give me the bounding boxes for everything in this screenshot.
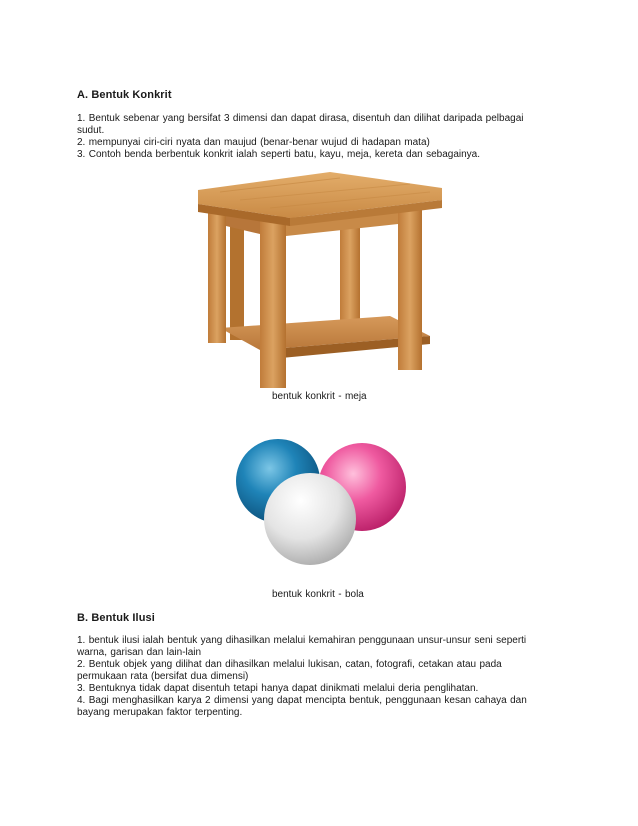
section-a-item: 2. mempunyai ciri-ciri nyata dan maujud (benar-benar wujud di hadapan mata)	[77, 137, 430, 148]
section-a-item: 1. Bentuk sebenar yang bersifat 3 dimensi dan dapat dirasa, disentuh dan dilihat daripada pelbagai sudut.	[77, 113, 524, 136]
section-b-item: 3. Bentuknya tidak dapat disentuh tetapi hanya dapat dinikmati melalui deria penglihatan.	[77, 683, 479, 694]
wooden-table-image	[190, 168, 448, 390]
section-b-item: 2. Bentuk objek yang dilihat dan dihasilkan melalui lukisan, catan, fotografi, cetakan atau pada permukaan rata (bersifat dua dimensi)	[77, 659, 502, 682]
table-caption: bentuk konkrit - meja	[272, 391, 367, 402]
section-a-heading: A. Bentuk Konkrit	[77, 89, 172, 101]
section-b-item: 4. Bagi menghasilkan karya 2 dimensi yang dapat mencipta bentuk, penggunaan kesan cahaya dan bayang merupakan faktor terpenting.	[77, 695, 527, 718]
section-a-list	[77, 113, 547, 161]
exercise-balls-image	[230, 435, 410, 565]
section-b-list	[77, 635, 551, 719]
balls-caption: bentuk konkrit - bola	[272, 589, 364, 600]
section-a-item: 3. Contoh benda berbentuk konkrit ialah seperti batu, kayu, meja, kereta dan sebagainya.	[77, 149, 481, 160]
section-b-heading: B. Bentuk Ilusi	[77, 612, 155, 624]
section-b-item: 1. bentuk ilusi ialah bentuk yang dihasilkan melalui kemahiran penggunaan unsur-unsur seni seperti warna, garisan dan lain-lain	[77, 635, 527, 658]
